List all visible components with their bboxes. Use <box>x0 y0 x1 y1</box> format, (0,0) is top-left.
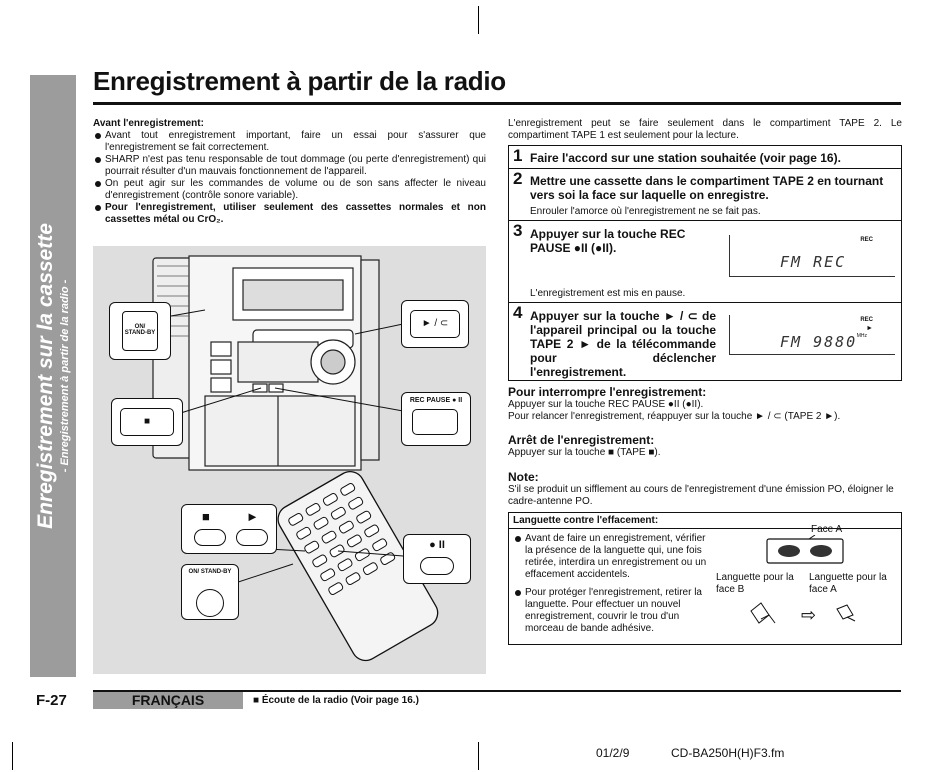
before-item: Pour l'enregistrement, utiliser seulement des cassettes normales et non cassettes métal ou CrO₂. <box>93 202 486 226</box>
step-text: Faire l'accord sur une station souhaitée (voir page 16). <box>530 151 841 165</box>
before-recording <box>93 118 486 226</box>
crop-mark-top <box>478 6 479 34</box>
remote-stop-button <box>194 529 226 546</box>
note-text: S'il se produit un sifflement au cours de l'enregistrement d'une émission PO, éloigner le cadre-antenne PO. <box>508 484 894 507</box>
step-text: Appuyer sur la touche REC PAUSE ●II (●II). <box>530 227 686 255</box>
cassette-icon <box>765 535 845 567</box>
before-heading: Avant l'enregistrement: <box>93 118 204 129</box>
remote-play-button <box>236 529 268 546</box>
language-tab: FRANÇAIS <box>93 692 243 709</box>
title-rule <box>93 102 901 105</box>
rec-pause-button <box>412 409 458 435</box>
rec-pause-callout <box>401 392 471 446</box>
page-number: F-27 <box>36 692 67 709</box>
remote-standby-callout <box>181 564 239 620</box>
intro-text: L'enregistrement peut se faire seulement dans le compartiment TAPE 2. Le compartiment TAPE 1 est seulement pour la lecture. <box>508 118 902 141</box>
lcd-rec-indicator: REC <box>860 237 873 243</box>
footer-file: CD-BA250H(H)F3.fm <box>671 746 785 760</box>
tab-item: Pour protéger l'enregistrement, retirer la languette. Pour effectuer un nouvel enregistrement, couvrir le trou d'un morceau de bande adhésive. <box>513 587 709 635</box>
step-number: 1 <box>513 146 523 165</box>
stop-label: ■ <box>143 416 151 427</box>
remote-rec-pause-label: ● II <box>429 539 445 551</box>
steps-box <box>508 145 902 381</box>
lcd-unit: MHz <box>856 333 867 339</box>
on-standby-button <box>122 311 158 351</box>
lcd-display: FM REC <box>780 253 847 271</box>
svg-text:⇨: ⇨ <box>801 605 817 626</box>
section-sidebar <box>30 75 76 677</box>
step-number: 4 <box>513 303 523 322</box>
stop-text: Appuyer sur la touche ■ (TAPE ■). <box>508 447 661 458</box>
footer-tip: ■ Écoute de la radio (Voir page 16.) <box>253 695 419 706</box>
step-number: 2 <box>513 169 523 188</box>
tab-removal-icon <box>747 597 867 631</box>
step-4 <box>509 303 901 381</box>
page-title: Enregistrement à partir de la radio <box>93 66 506 96</box>
step-note: L'enregistrement est mis en pause. <box>530 288 686 299</box>
tab-a-label: Languette pour la face A <box>809 572 887 595</box>
step-text: Mettre une cassette dans le compartiment TAPE 2 en tournant vers soi la face sur laquelle on enregistre. <box>530 174 884 202</box>
lcd-rec-indicator: REC <box>860 317 873 323</box>
tab-b-label: Languette pour la face B <box>716 572 794 595</box>
on-standby-label: ON/ STAND-BY <box>124 324 156 336</box>
step-2 <box>509 169 901 221</box>
crop-mark-bottom-left <box>12 742 13 770</box>
stop-button <box>120 408 174 436</box>
remote-rec-pause-callout <box>403 534 471 584</box>
before-item: SHARP n'est pas tenu responsable de tout dommage (ou perte d'enregistrement) qui pourrait résulter d'un mauvais fonctionnement de l'appareil. <box>93 154 486 178</box>
interrupt-heading: Pour interrompre l'enregistrement: <box>508 385 707 399</box>
play-callout <box>401 300 469 348</box>
rec-pause-label: REC PAUSE ● II <box>409 397 463 404</box>
remote-stop-icon: ■ <box>202 509 210 524</box>
play-tape-label: ► / ⊂ <box>421 318 449 329</box>
step-3 <box>509 221 901 303</box>
remote-stop-play-callout <box>181 504 277 554</box>
interrupt-section <box>508 385 902 423</box>
play-tape-button <box>410 310 460 338</box>
before-item: Avant tout enregistrement important, faire un essai pour s'assurer que l'enregistrement se fait correctement. <box>93 130 486 154</box>
lcd-rec-pause <box>729 235 895 277</box>
tab-divider <box>509 528 901 529</box>
tab-heading: Languette contre l'effacement: <box>513 515 659 526</box>
before-item: On peut agir sur les commandes de volume ou de son sans affecter le niveau d'enregistrement (contrôle sonore variable). <box>93 178 486 202</box>
stereo-illustration <box>93 246 486 674</box>
step-1 <box>509 146 901 169</box>
interrupt-line: Appuyer sur la touche REC PAUSE ●II (●II). <box>508 399 704 410</box>
note-heading: Note: <box>508 470 539 484</box>
stop-callout <box>111 398 183 446</box>
lcd-display: FM 9880 <box>780 333 858 351</box>
lcd-play-icon: ► <box>866 325 873 332</box>
step-number: 3 <box>513 221 523 240</box>
sidebar-subtitle: - Enregistrement à partir de la radio - <box>59 279 71 473</box>
stop-heading: Arrêt de l'enregistrement: <box>508 433 655 447</box>
note-section <box>508 470 902 508</box>
interrupt-line: Pour relancer l'enregistrement, réappuyer sur la touche ► / ⊂ (TAPE 2 ►). <box>508 411 841 422</box>
erase-tab-box <box>508 512 902 645</box>
remote-standby-label: ON/ STAND-BY <box>188 569 232 575</box>
crop-mark-bottom <box>478 742 479 770</box>
remote-rec-pause-button <box>420 557 454 575</box>
step-text: Appuyer sur la touche ► / ⊂ de l'appareil principal ou la touche TAPE 2 ► de la télécommande pour déclencher l'enregistrement. <box>530 309 716 379</box>
remote-play-icon: ► <box>246 509 259 524</box>
lcd-recording <box>729 315 895 355</box>
stop-section <box>508 433 902 459</box>
step-note: Enrouler l'amorce où l'enregistrement ne se fait pas. <box>530 206 761 217</box>
remote-standby-button <box>196 589 224 617</box>
footer-date: 01/2/9 <box>596 746 630 760</box>
sidebar-title: Enregistrement sur la cassette <box>34 223 57 529</box>
face-a-label: Face A <box>811 524 843 535</box>
on-standby-callout <box>109 302 171 360</box>
tab-item: Avant de faire un enregistrement, vérifier la présence de la languette qui, une fois retirée, interdira un enregistrement ou un effacement accidentels. <box>513 533 709 581</box>
